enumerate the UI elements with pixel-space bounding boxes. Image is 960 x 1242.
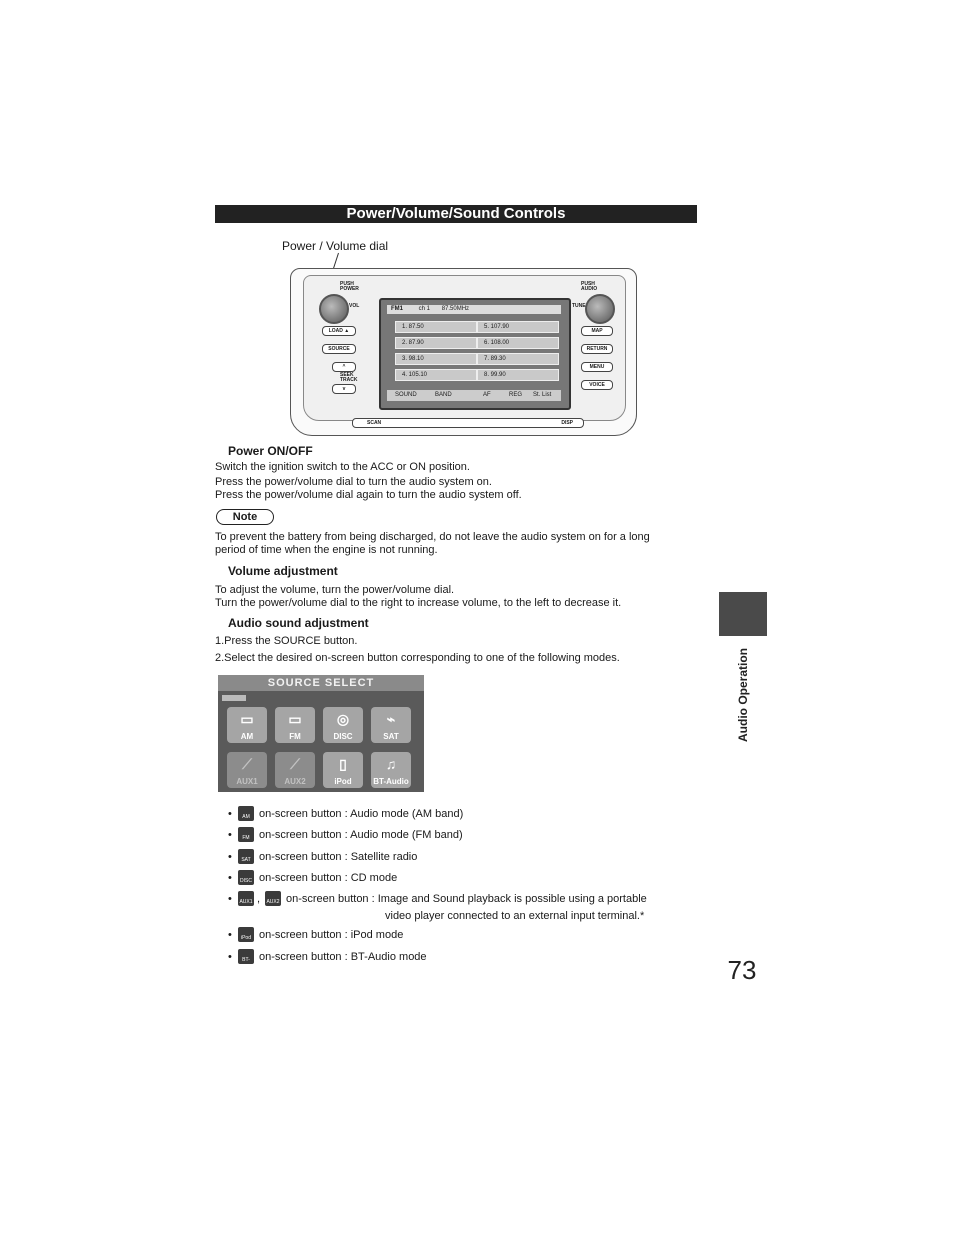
screen-header: FM1 ch 1 87.50MHz — [387, 305, 561, 314]
aux1-button-icon: AUX1 — [238, 891, 254, 906]
tile-aux1: ⟋ AUX1 — [227, 752, 267, 788]
tune-label: TUNE — [572, 303, 586, 309]
preset-6: 6. 108.00 — [477, 337, 559, 349]
power-label: POWER — [340, 286, 359, 292]
sound-step-1: 1.Press the SOURCE button. — [215, 635, 358, 647]
sat-button-icon: SAT — [238, 849, 254, 864]
seek-down-button: v — [332, 384, 356, 394]
chapter-tab — [719, 592, 767, 636]
disc-button-icon: DISC — [238, 870, 254, 885]
note-line-2: period of time when the engine is not running. — [215, 544, 438, 556]
note-badge: Note — [216, 509, 274, 525]
satellite-icon: ⌁ — [386, 711, 396, 727]
screen-footer: SOUND BAND AF REG St. List — [387, 390, 561, 401]
section-banner: Power/Volume/Sound Controls — [215, 205, 697, 223]
power-line-3: Press the power/volume dial again to turn the audio system off. — [215, 489, 522, 501]
tile-sat: ⌁ SAT — [371, 707, 411, 743]
volume-heading: Volume adjustment — [228, 564, 338, 578]
music-note-icon: ♫ — [385, 756, 397, 772]
sound-step-2: 2.Select the desired on-screen button corresponding to one of the following modes. — [215, 652, 620, 664]
audio-tune-knob — [585, 294, 615, 324]
plug-icon: ⟋ — [242, 756, 252, 772]
dial-callout-label: Power / Volume dial — [282, 239, 389, 253]
preset-1: 1. 87.50 — [395, 321, 477, 333]
audio-label: AUDIO — [581, 286, 598, 292]
source-select-figure — [218, 675, 424, 792]
volume-line-2: Turn the power/volume dial to the right to increase volume, to the left to decrease it. — [215, 597, 622, 609]
am-button-icon: AM — [238, 806, 254, 821]
power-line-1: Switch the ignition switch to the ACC or ON position. — [215, 461, 470, 473]
head-unit-bezel — [303, 275, 626, 426]
menu-button: MENU — [581, 362, 613, 372]
preset-7: 7. 89.30 — [477, 353, 559, 365]
plug-icon: ⟋ — [290, 756, 300, 772]
power-volume-knob — [319, 294, 349, 324]
tile-bt-audio: ♫ BT-Audio — [371, 752, 411, 788]
bt-audio-button-icon: BT-Audio — [238, 949, 254, 964]
tile-aux2: ⟋ AUX2 — [275, 752, 315, 788]
page-number: 73 — [727, 955, 757, 985]
aux2-button-icon: AUX2 — [265, 891, 281, 906]
ipod-icon: ▯ — [339, 756, 347, 772]
push-label: PUSH — [340, 281, 354, 287]
sound-heading: Audio sound adjustment — [228, 616, 369, 630]
return-button: RETURN — [581, 344, 613, 354]
radio-screen — [379, 298, 571, 410]
seek-up-button: ^ — [332, 362, 356, 372]
preset-2: 2. 87.90 — [395, 337, 477, 349]
push-label-right: PUSH — [581, 281, 595, 287]
volume-line-1: To adjust the volume, turn the power/volume dial. — [215, 584, 455, 596]
fm-button-icon: FM — [238, 827, 254, 842]
scan-disp-bar: SCAN DISP — [352, 418, 584, 428]
load-button: LOAD ▲ — [322, 326, 356, 336]
ipod-button-icon: iPod — [238, 927, 254, 942]
chapter-label: Audio Operation — [736, 648, 750, 742]
source-button: SOURCE — [322, 344, 356, 354]
note-line-1: To prevent the battery from being discharged, do not leave the audio system on for a long — [215, 531, 650, 543]
seek-track-label: SEEK TRACK — [340, 372, 358, 383]
power-line-2: Press the power/volume dial to turn the audio system on. — [215, 476, 492, 488]
map-button: MAP — [581, 326, 613, 336]
head-unit-figure — [290, 268, 637, 436]
source-select-title: SOURCE SELECT — [218, 675, 424, 691]
disc-icon: ◎ — [336, 711, 350, 727]
tile-disc: ◎ DISC — [323, 707, 363, 743]
preset-5: 5. 107.90 — [477, 321, 559, 333]
vol-label: VOL — [349, 303, 360, 309]
preset-4: 4. 105.10 — [395, 369, 477, 381]
radio-icon: ▭ — [288, 711, 302, 727]
source-select-tab — [222, 695, 246, 701]
preset-8: 8. 99.90 — [477, 369, 559, 381]
tile-ipod: ▯ iPod — [323, 752, 363, 788]
tile-fm: ▭ FM — [275, 707, 315, 743]
preset-3: 3. 98.10 — [395, 353, 477, 365]
power-heading: Power ON/OFF — [228, 444, 313, 458]
radio-icon: ▭ — [240, 711, 254, 727]
tile-am: ▭ AM — [227, 707, 267, 743]
voice-button: VOICE — [581, 380, 613, 390]
